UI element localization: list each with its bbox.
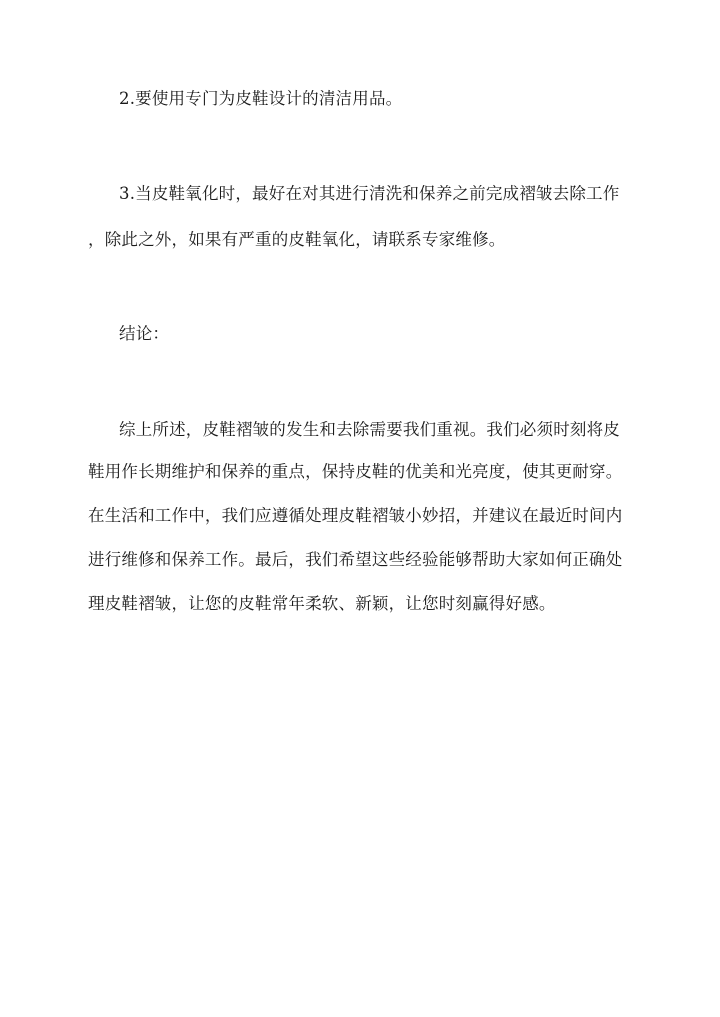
conclusion-paragraph-line-1: 综上所述，皮鞋褶皱的发生和去除需要我们重视。我们必须时刻将皮 — [119, 420, 620, 439]
conclusion-paragraph-line-5: 理皮鞋褶皱，让您的皮鞋常年柔软、新颖，让您时刻赢得好感。 — [88, 594, 556, 613]
list-item-2: 2.要使用专门为皮鞋设计的清洁用品。 — [119, 89, 403, 108]
conclusion-paragraph-line-2: 鞋用作长期维护和保养的重点，保持皮鞋的优美和光亮度，使其更耐穿。 — [88, 462, 623, 481]
conclusion-paragraph-line-3: 在生活和工作中，我们应遵循处理皮鞋褶皱小妙招，并建议在最近时间内 — [88, 506, 623, 525]
list-item-3-line-2: ，除此之外，如果有严重的皮鞋氧化，请联系专家维修。 — [88, 230, 506, 249]
conclusion-paragraph-line-4: 进行维修和保养工作。最后，我们希望这些经验能够帮助大家如何正确处 — [88, 550, 623, 569]
conclusion-heading: 结论： — [119, 324, 170, 343]
list-item-3-line-1: 3.当皮鞋氧化时，最好在对其进行清洗和保养之前完成褶皱去除工作 — [119, 184, 620, 203]
